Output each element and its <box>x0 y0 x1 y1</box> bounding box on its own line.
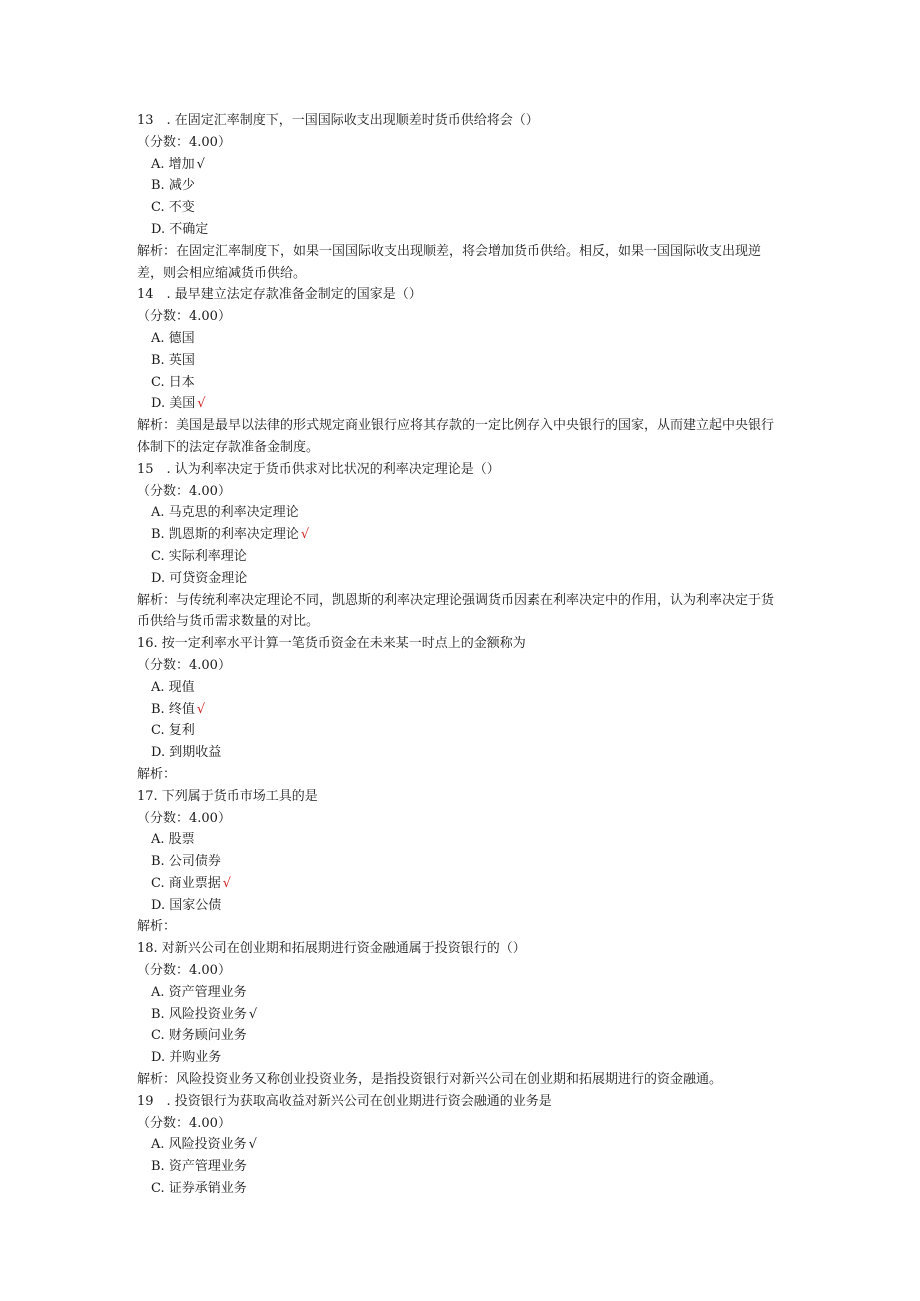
option-c: C. 复利 <box>151 723 195 739</box>
option-a: A. 风险投资业务 √ <box>151 1137 257 1153</box>
correct-check-icon: √ <box>248 1137 257 1153</box>
correct-check-icon: √ <box>222 875 232 891</box>
question-title: 15 . 认为利率决定于货币供求对比状况的利率决定理论是（） <box>137 461 500 477</box>
question-score: （分数：4.00） <box>137 810 231 826</box>
option-b: B. 终值 √ <box>151 701 206 717</box>
question-list <box>137 110 782 1200</box>
option-d: D. 国家公债 <box>151 897 222 913</box>
option-d: D. 到期收益 <box>151 745 222 761</box>
analysis: 解析：与传统利率决定理论不同，凯恩斯的利率决定理论强调货币因素在利率决定中的作用，认为利率决定于货币供给与货币需求数量的对比。 <box>137 592 775 630</box>
correct-check-icon: √ <box>196 701 206 717</box>
correct-check-icon: √ <box>248 1006 258 1022</box>
question-score: （分数：4.00） <box>137 309 231 325</box>
option-a: A. 马克思的利率决定理论 <box>151 505 299 521</box>
option-a: A. 资产管理业务 <box>151 984 247 1000</box>
analysis: 解析： <box>137 919 177 935</box>
option-b: B. 风险投资业务 √ <box>151 1006 258 1022</box>
option-b: B. 资产管理业务 <box>151 1159 247 1175</box>
correct-check-icon: √ <box>300 527 310 543</box>
question-16 <box>137 633 782 786</box>
option-c: C. 实际利率理论 <box>151 548 247 564</box>
option-a: A. 增加 √ <box>151 156 205 172</box>
question-18 <box>137 938 782 1091</box>
option-a: A. 现值 <box>151 679 195 695</box>
question-title: 16. 按一定利率水平计算一笔货币资金在未来某一时点上的金额称为 <box>137 636 526 652</box>
option-d: D. 不确定 <box>151 221 209 237</box>
option-a: A. 股票 <box>151 832 195 848</box>
question-title: 18. 对新兴公司在创业期和拓展期进行资金融通属于投资银行的（） <box>137 941 526 957</box>
analysis: 解析：风险投资业务又称创业投资业务，是指投资银行对新兴公司在创业期和拓展期进行的资金融通。 <box>137 1072 723 1088</box>
analysis: 解析：美国是最早以法律的形式规定商业银行应将其存款的一定比例存入中央银行的国家，从而建立起中央银行体制下的法定存款准备金制度。 <box>137 418 775 455</box>
option-b: B. 英国 <box>151 352 195 368</box>
question-score: （分数：4.00） <box>137 963 231 979</box>
question-15 <box>137 459 782 633</box>
question-14 <box>137 284 782 458</box>
option-c: C. 不变 <box>151 200 195 216</box>
question-score: （分数：4.00） <box>137 1115 231 1131</box>
question-17 <box>137 786 782 939</box>
option-d: D. 美国 √ <box>151 396 206 412</box>
question-score: （分数：4.00） <box>137 483 231 499</box>
analysis: 解析： <box>137 766 177 782</box>
question-title: 17. 下列属于货币市场工具的是 <box>137 788 318 804</box>
question-score: （分数：4.00） <box>137 134 231 150</box>
option-c: C. 商业票据 √ <box>151 875 232 891</box>
correct-check-icon: √ <box>196 156 205 172</box>
question-title: 19 . 投资银行为获取高收益对新兴公司在创业期进行资会融通的业务是 <box>137 1093 552 1109</box>
correct-check-icon: √ <box>197 396 206 412</box>
option-d: D. 可贷资金理论 <box>151 570 248 586</box>
option-a: A. 德国 <box>151 330 195 346</box>
option-c: C. 财务顾问业务 <box>151 1028 247 1044</box>
option-d: D. 并购业务 <box>151 1050 222 1066</box>
option-b: B. 公司债券 <box>151 854 221 870</box>
question-title: 14 . 最早建立法定存款准备金制定的国家是（） <box>137 287 422 303</box>
option-c: C. 证券承销业务 <box>151 1181 247 1197</box>
option-c: C. 日本 <box>151 374 195 390</box>
question-title: 13 . 在固定汇率制度下，一国国际收支出现顺差时货币供给将会（） <box>137 113 539 128</box>
analysis: 解析：在固定汇率制度下，如果一国国际收支出现顺差，将会增加货币供给。相反，如果一国国际收支出现逆差，则会相应缩减货币供给。 <box>137 243 762 281</box>
question-13 <box>137 110 782 284</box>
option-b: B. 减少 <box>151 178 195 194</box>
question-19 <box>137 1091 782 1200</box>
question-score: （分数：4.00） <box>137 657 231 673</box>
option-b: B. 凯恩斯的利率决定理论 √ <box>151 527 310 543</box>
